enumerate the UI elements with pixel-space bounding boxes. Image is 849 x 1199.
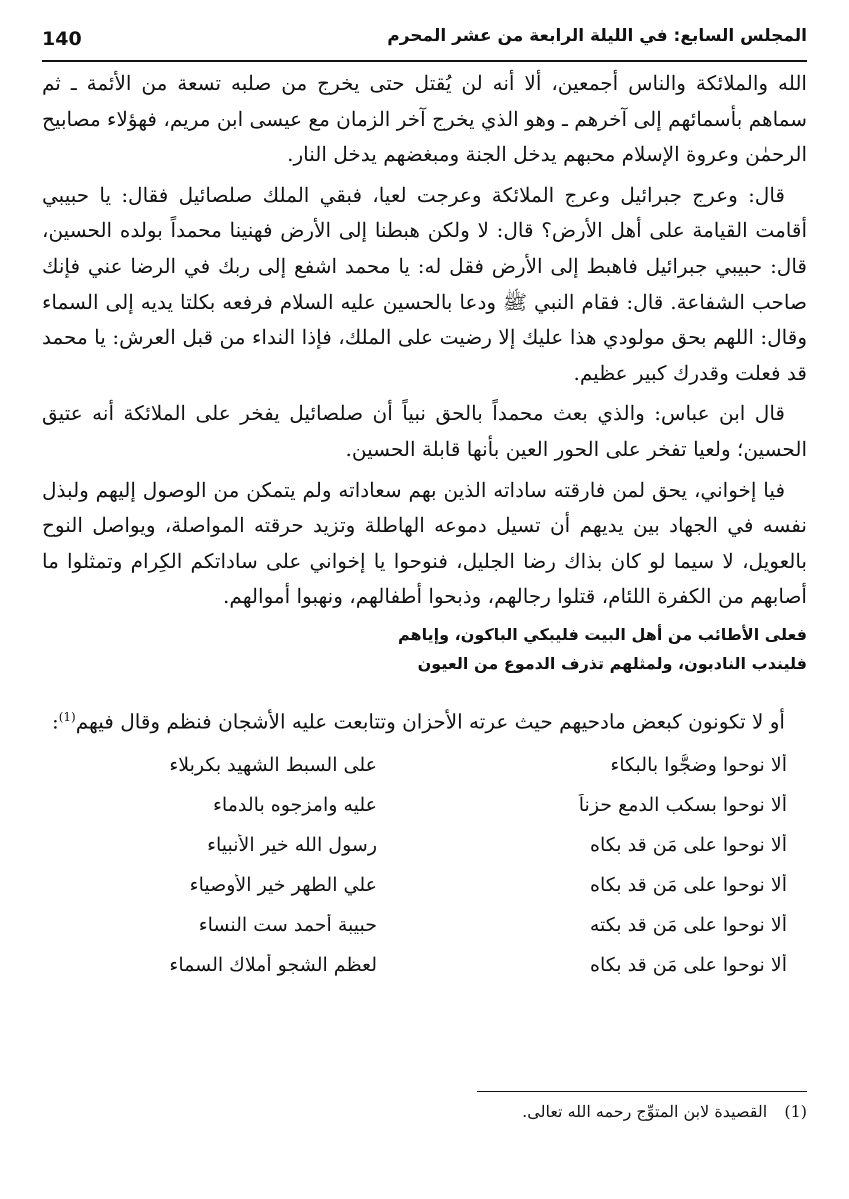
page-header bbox=[42, 22, 807, 62]
page-number: 140 bbox=[42, 28, 82, 50]
prose-couplet bbox=[42, 620, 807, 678]
footnote bbox=[522, 1102, 807, 1121]
poem-verse bbox=[42, 865, 807, 905]
poem bbox=[42, 745, 807, 985]
paragraph: قال ابن عباس: والذي بعث محمداً بالحق نبياً أن صلصائيل يفخر على الملائكة أنه عتيق الحسين؛ ولعيا تفخر على الحور العين بأنها قابلة الحسين. bbox=[42, 401, 807, 461]
verse-first-hemistich: ألا نوحوا على مَن قد بكاه bbox=[590, 834, 787, 857]
verse-first-hemistich: ألا نوحوا على مَن قد بكاه bbox=[590, 874, 787, 897]
header-rule bbox=[42, 60, 807, 62]
footnote-number: (1) bbox=[784, 1102, 807, 1121]
poem-verse bbox=[42, 825, 807, 865]
footnote-text: القصيدة لابن المتوِّج رحمه الله تعالى. bbox=[522, 1102, 768, 1121]
paragraph: فيا إخواني، يحق لمن فارقته ساداته الذين بهم سعاداته ولم يتمكن من الوصول إليهم ولبذل نفسه في الجهاد بين يديهم أن تسيل دموعه الهاطلة وتزيد حرقته المواصلة، ويواصل النوح بالعويل، لا سيما لو كان بذاك رضا الجليل، فنوحوا يا إخواني على ساداتكم الكِرام وتمثلوا ما أصابهم من الكفرة اللئام، قتلوا رجالهم، وذبحوا أطفالهم، ونهبوا أموالهم. bbox=[42, 477, 807, 609]
poem-verse bbox=[42, 745, 807, 785]
verse-second-hemistich: حبيبة أحمد ست النساء bbox=[198, 914, 377, 937]
footnote-rule bbox=[477, 1091, 807, 1092]
footnote-reference: (1) bbox=[58, 709, 76, 724]
verse-second-hemistich: علي الطهر خير الأوصياء bbox=[189, 874, 377, 897]
verse-second-hemistich: رسول الله خير الأنبياء bbox=[207, 834, 377, 857]
verse-first-hemistich: ألا نوحوا على مَن قد بكته bbox=[589, 914, 787, 937]
book-page bbox=[42, 22, 807, 1182]
poem-verse bbox=[42, 945, 807, 985]
verse-second-hemistich: عليه وامزجوه بالدماء bbox=[213, 794, 377, 817]
verse-second-hemistich: لعظم الشجو أملاك السماء bbox=[169, 954, 377, 977]
paragraph: الله والملائكة والناس أجمعين، ألا أنه لن يُقتل حتى يخرج من صلبه تسعة من الأئمة ـ ثم سماهم بأسمائهم إلى آخرهم ـ وهو الذي يخرج آخر الزمان مع عيسى ابن مريم، فهؤلاء مصابيح الرحمٰن وعروة الإسلام محبهم يدخل الجنة ومبغضهم يدخل النار. bbox=[42, 71, 807, 167]
verse-second-hemistich: على السبط الشهيد بكربلاء bbox=[169, 754, 377, 777]
running-title: المجلس السابع: في الليلة الرابعة من عشر المحرم bbox=[387, 26, 807, 46]
poem-verse bbox=[42, 785, 807, 825]
verse-first-hemistich: ألا نوحوا وضجُّوا بالبكاء bbox=[610, 754, 787, 777]
verse-first-hemistich: ألا نوحوا بسكب الدمع حزناً bbox=[578, 794, 787, 817]
poem-verse bbox=[42, 905, 807, 945]
paragraph: قال: وعرج جبرائيل وعرج الملائكة وعرجت لعيا، فبقي الملك صلصائيل فقال: يا حبيبي أقامت القيامة على أهل الأرض؟ قال: لا ولكن هبطنا إلى الأرض فهنينا محمداً بولده الحسين، قال: حبيبي جبرائيل فاهبط إلى الأرض فقل له: يا محمد اشفع إلى ربك في الرضا عني فإنك صاحب الشفاعة. قال: فقام النبي ﷺ ودعا بالحسين عليه السلام فرفعه بكلتا يديه إلى السماء وقال: اللهم بحق مولودي هذا عليك إلا رضيت على الملك، فإذا النداء من قبل العرش: يا محمد قد فعلت وقدرك كبير عظيم. bbox=[42, 182, 807, 385]
poem-intro-colon: : bbox=[51, 709, 59, 734]
poem-intro-text: أو لا تكونون كبعض مادحيهم حيث عرته الأحزان وتتابعت عليه الأشجان فنظم وقال فيهم bbox=[75, 709, 785, 734]
couplet-line: فعلى الأطائب من أهل البيت فليبكي الباكون، وإياهم bbox=[397, 624, 807, 644]
couplet-line: فليندب النادبون، ولمثلهم تذرف الدموع من العيون bbox=[417, 653, 807, 673]
poem-intro bbox=[42, 700, 807, 740]
verse-first-hemistich: ألا نوحوا على مَن قد بكاه bbox=[590, 954, 787, 977]
main-text bbox=[42, 66, 807, 740]
